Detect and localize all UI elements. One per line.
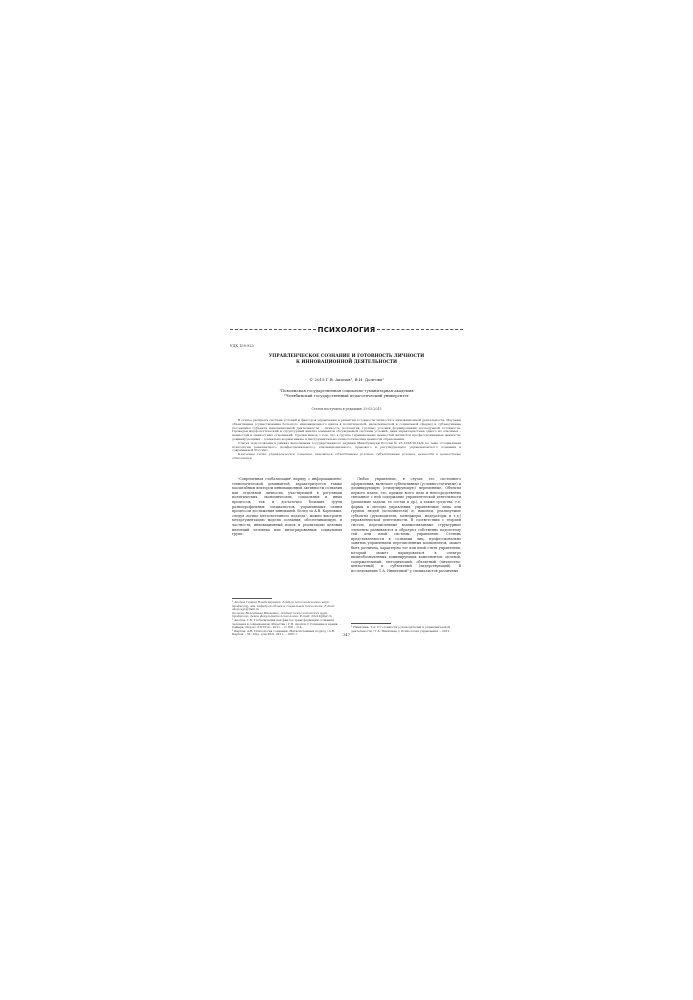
udk-code: УДК 159.923: [230, 344, 254, 348]
footnote-ref3: ³ Никитина, Т.А. О готовности руководителей к управленческой деятельности / Т.А. Никитина // Психология управления. – 2012.: [351, 625, 451, 633]
affiliations: [250, 388, 443, 398]
header-rule-right: [377, 329, 463, 330]
journal-page: [230, 322, 463, 642]
article-title-line-1: УПРАВЛЕНЧЕСКОЕ СОЗНАНИЕ И ГОТОВНОСТЬ ЛИЧНОСТИ: [268, 354, 425, 359]
footnote-rule-left: [232, 598, 272, 599]
affiliation-1: ¹Поволжская государственная социально-гуманитарная академия: [279, 388, 414, 393]
article-title: [250, 354, 443, 366]
received-date: Статья поступила в редакцию 29.03.2015: [311, 407, 382, 411]
grant-note: Статья подготовлена в рамках выполнения государственного задания Минобрнауки России № 25.1028.2014/К по теме «Социальная психология ревелентного (конфессионального), этнонационального, правового и регулирующего управленческого сознания в современной России».: [232, 440, 461, 453]
affiliation-2: ²Челябинский государственный педагогический университет: [284, 393, 409, 398]
footnote-author1: ¹ Акопов Гарник Владимирович, доктор психологических наук, профессор, зав. кафедрой общей и социальной психологии. E-mail: akopovgv@mail.ru: [232, 600, 335, 612]
article-title-line-2: К ИННОВАЦИОННОЙ ДЕЯТЕЛЬНОСТИ: [295, 360, 397, 365]
keywords: Ключевые слова: управленческое сознание, инновация, объективные условия, субъективные условия, ценности и ценностные отношения.: [232, 452, 461, 460]
footnotes-left: [232, 601, 342, 637]
section-header: [230, 325, 463, 334]
footnote-ref1: ¹ Акопов, Г.В. Глобализация как фактор трансформации сознания человека в современном обществе / Г.В. Акопов // Сознание и время. – Самара: Изд-во «ПГСГА», 2011. – С.108 – 114.: [232, 617, 341, 630]
article-authors: © 2015 Г.В. Акопов¹, В.И. Долгова²: [309, 377, 384, 382]
abstract: [232, 419, 461, 461]
footnote-ref2: ² Карпов, А.В. Психология сознания. Метасистемный подход / А.В. Карпов. – М.: Изд. дом РАО, 2011. – 1087 с.: [232, 628, 335, 637]
body-right-text: Любое управление, в случае его системного оформления, включает субъективные (условно-статичные) и доминирующую (стимулирующую) переменные. Объекты первого плана, это, прежде всего цель и непосредственно связанное с ней содержание управленческой деятельности (решаемые задачи, ее состав и др.), а также средства, т.е. формы и методы управления, управляемые лица или группы людей (исполнители) и, наконец, реализуемые субъекты (руководители, менеджеры, модераторы и т.д.) управленческой деятельности. В соответствии с теорией систем, перечисленные взаимосвязанные структурные элементы развиваются и образуют собственно подсистему той или иной системы управления. Степень представленности в сознании лиц, профессионально занятых управлением перечисленных компонентов, может быть различна, характерно тот или иной стиль управления, который может варьироваться в спектре вышеобозначенных доминирующих компонентов: целевой, содержательный, методический, объектный (личностно-ценностный) и субъектный (лидерствующий). В исследованиях Т.А. Никитиной³ у специалистов различных: [351, 477, 461, 573]
footnote-rule-right: [351, 623, 391, 624]
page-number: 347: [343, 633, 350, 637]
abstract-text: В статье раскрыта система условий и факторов управления и развития готовности личности к инновационной деятельности. Изучены объективные (существование большого инновационного цикла в политической, экономической и социальной сферах) и субъективные (потенциал субъекта инновационной деятельности – личность, коллектив, группы) условия формирования исследуемой готовности. Проведен морфологический и структурный анализ элементов обсуждаемой системы условий, дана характеристика одного из основных – ценностей и ценностных отношений. Сделан вывод о том, что в группе терминальных ценностей являются профессиональные ценности, доминирующими – социально-нормативные и инструментально-технологические ценности образования.: [232, 418, 461, 441]
body-left-text: ¹Современная глобализация¹ наряду с информационно-технологической доминантой, характеризуется также масштабным вектором инновационной активности сознания как отдельной личности, участвующей в регуляции политических, экономических, социальных и иных процессов, так и достаточно больших групп разнопрофильных специалистов, управляющих самим процессом достижения инноваций. Вслед за А.В. Карповым, следуя логике метасистемного подхода², можно выстроить метаргументацию модели сознания, обеспечивающую, в частности, инновационный поиск и реализацию целевых интенций человека или интегрированных социальных групп.: [232, 477, 342, 537]
body-column-right: [351, 477, 461, 619]
body-column-left: [232, 477, 342, 594]
footnote-author2: Долгова Валентина Ивановна, доктор психологических наук, профессор, декан факультета психологии. E-mail: 23a12@list.ru: [232, 610, 332, 619]
header-rule-left: [230, 329, 316, 330]
section-title: ПСИХОЛОГИЯ: [317, 325, 376, 334]
